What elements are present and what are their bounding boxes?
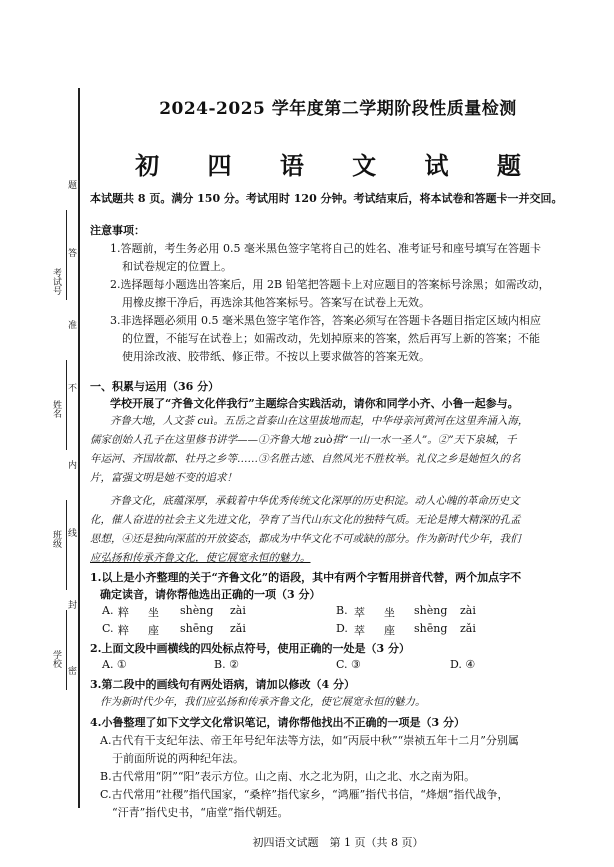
option-pinyin: shēng <box>414 622 448 635</box>
note-line: 2.选择题每小题选出答案后，用 2B 铅笔把答题卡上对应题目的答案标号涂黑；如需改动， <box>110 278 550 291</box>
option-pinyin: zài <box>460 604 476 617</box>
seal-char: 题 <box>68 181 78 191</box>
option-word: 粹 <box>118 606 129 619</box>
passage-line: 片，富强文明是她不变的追求！ <box>90 472 237 484</box>
q3-sentence: 作为新时代少年，我们应弘扬和传承齐鲁文化，使它展宽永恒的魅力。 <box>100 696 426 708</box>
note-line: 使用涂改液、胶带纸、修正带。不按以上要求做答的答案无效。 <box>122 350 430 363</box>
option-pinyin: shēng <box>180 622 214 635</box>
seal-char: 不 <box>68 384 78 394</box>
intro-text: 本试题共 8 页。满分 150 分。考试用时 120 分钟。考试结束后，将本试卷和答题卡一并交回。 <box>90 192 563 205</box>
q4-option-line: A.古代有干支纪年法、帝王年号纪年法等方法，如“丙辰中秋”“崇祯五年十二月”分别属 <box>100 734 519 747</box>
passage-line: 齐鲁文化，底蕴深厚，承载着中华优秀传统文化深厚的历史积淀。动人心魄的革命历史文 <box>110 495 520 507</box>
fill-line-2 <box>66 360 67 450</box>
subject-title: 初 四 语 文 试 题 <box>135 151 541 180</box>
q1-stem-2: 确定读音，请你帮他选出正确的一项（3 分） <box>100 588 321 601</box>
seal-char: 答 <box>68 249 78 259</box>
q4-option-line: 于前面所说的两种纪年法。 <box>112 752 244 765</box>
q4-option-line: C.古代常用“社稷”指代国家，“桑梓”指代家乡，“鸿雁”指代书信，“烽烟”指代战争， <box>100 788 509 801</box>
option-word: 粹 <box>118 624 129 637</box>
option-pinyin: zǎi <box>230 622 246 635</box>
note-line: 的位置，不能写在试卷上；如需改动，先划掉原来的答案，然后再写上新的答案；不能 <box>122 332 540 345</box>
binding-line <box>78 88 80 808</box>
q4-option-line: B.古代常用“阴”“阳”表示方位。山之南、水之北为阴，山之北、水之南为阳。 <box>100 770 476 783</box>
seal-char: 线 <box>68 529 78 539</box>
passage-line: 思想，④还是独向深蓝的开放姿态，都成为中华文化不可或缺的部分。作为新时代少年，我们 <box>90 533 521 545</box>
q2-stem: 2.上面文段中画横线的四处标点符号，使用正确的一处是（3 分） <box>90 642 410 655</box>
q4-option-line: “汗青”指代史书，“庙堂”指代朝廷。 <box>112 806 289 819</box>
label-exam-number: 考试号 <box>51 268 61 295</box>
passage-line: 齐鲁大地，人文荟 cuì。五岳之首泰山在这里拔地而起，中华母亲河黄河在这里奔涌入海， <box>110 415 529 427</box>
option-word: 坐 <box>148 606 159 619</box>
option-letter: D. <box>336 622 348 635</box>
option-letter: C. <box>102 622 114 635</box>
fill-line-3 <box>66 500 67 590</box>
option-word: 座 <box>148 624 159 637</box>
notes-heading: 注意事项： <box>90 224 145 237</box>
fill-line-1 <box>66 210 67 300</box>
q3-stem: 3.第二段中的画线句有两处语病，请加以修改（4 分） <box>90 678 355 691</box>
note-line: 用橡皮擦干净后，再选涂其他答案标号。答案写在试卷上无效。 <box>122 296 430 309</box>
q2-option-a: A. ① <box>102 658 127 671</box>
seal-char: 准 <box>68 321 78 331</box>
passage-line: 化，催人奋进的社会主义先进文化，孕育了当代山东文化的独特气质。无论是博大精深的孔孟 <box>90 514 521 526</box>
passage-line-underlined: 应弘扬和传承齐鲁文化，使它展宽永恒的魅力。 <box>90 552 311 564</box>
option-pinyin: zài <box>230 604 246 617</box>
exam-title: 2024-2025 学年度第二学期阶段性质量检测 <box>159 99 517 119</box>
passage-line: 儒家创始人孔子在这里修书讲学——①齐鲁大地 zuò揖“一山一水一圣人”。②”天下泉城，千 <box>90 434 517 446</box>
seal-char: 封 <box>68 601 78 611</box>
note-line: 和试卷规定的位置上。 <box>122 260 232 273</box>
option-word: 萃 <box>354 606 365 619</box>
note-line: 3.非选择题必须用 0.5 毫米黑色签字笔作答，答案必须写在答题卡各题目指定区域内相应 <box>110 314 541 327</box>
passage-line: 年运河、齐国故都、牡丹之乡等……③名胜古迹、自然风光不胜枚举。礼仪之乡是她恒久的名 <box>90 453 521 465</box>
option-pinyin: shèng <box>180 604 214 617</box>
seal-char: 内 <box>68 461 78 471</box>
label-name: 姓名 <box>51 400 61 418</box>
option-pinyin: shèng <box>414 604 448 617</box>
option-word: 坐 <box>384 606 395 619</box>
q1-stem: 1.以上是小齐整理的关于“齐鲁文化”的语段，其中有两个字暂用拼音代替，两个加点字不 <box>90 571 522 584</box>
label-class: 班级 <box>51 530 61 548</box>
label-school: 学校 <box>51 650 61 668</box>
section-heading: 一、积累与运用（36 分） <box>90 380 220 393</box>
q4-stem: 4.小鲁整理了如下文学文化常识笔记，请你帮他找出不正确的一项是（3 分） <box>90 716 465 729</box>
option-pinyin: zǎi <box>460 622 476 635</box>
option-word: 萃 <box>354 624 365 637</box>
q2-option-d: D. ④ <box>450 658 476 671</box>
q2-option-c: C. ③ <box>336 658 361 671</box>
q2-option-b: B. ② <box>214 658 239 671</box>
option-word: 座 <box>384 624 395 637</box>
page-footer: 初四语文试题 第 1 页（共 8 页） <box>252 836 424 849</box>
seal-char: 密 <box>68 667 78 677</box>
note-line: 1.答题前，考生务必用 0.5 毫米黑色签字笔将自己的姓名、准考证号和座号填写在答题卡 <box>110 242 541 255</box>
option-letter: A. <box>102 604 114 617</box>
option-letter: B. <box>336 604 348 617</box>
fill-line-4 <box>66 610 67 690</box>
section-lead: 学校开展了“齐鲁文化伴我行”主题综合实践活动，请你和同学小齐、小鲁一起参与。 <box>110 397 519 410</box>
